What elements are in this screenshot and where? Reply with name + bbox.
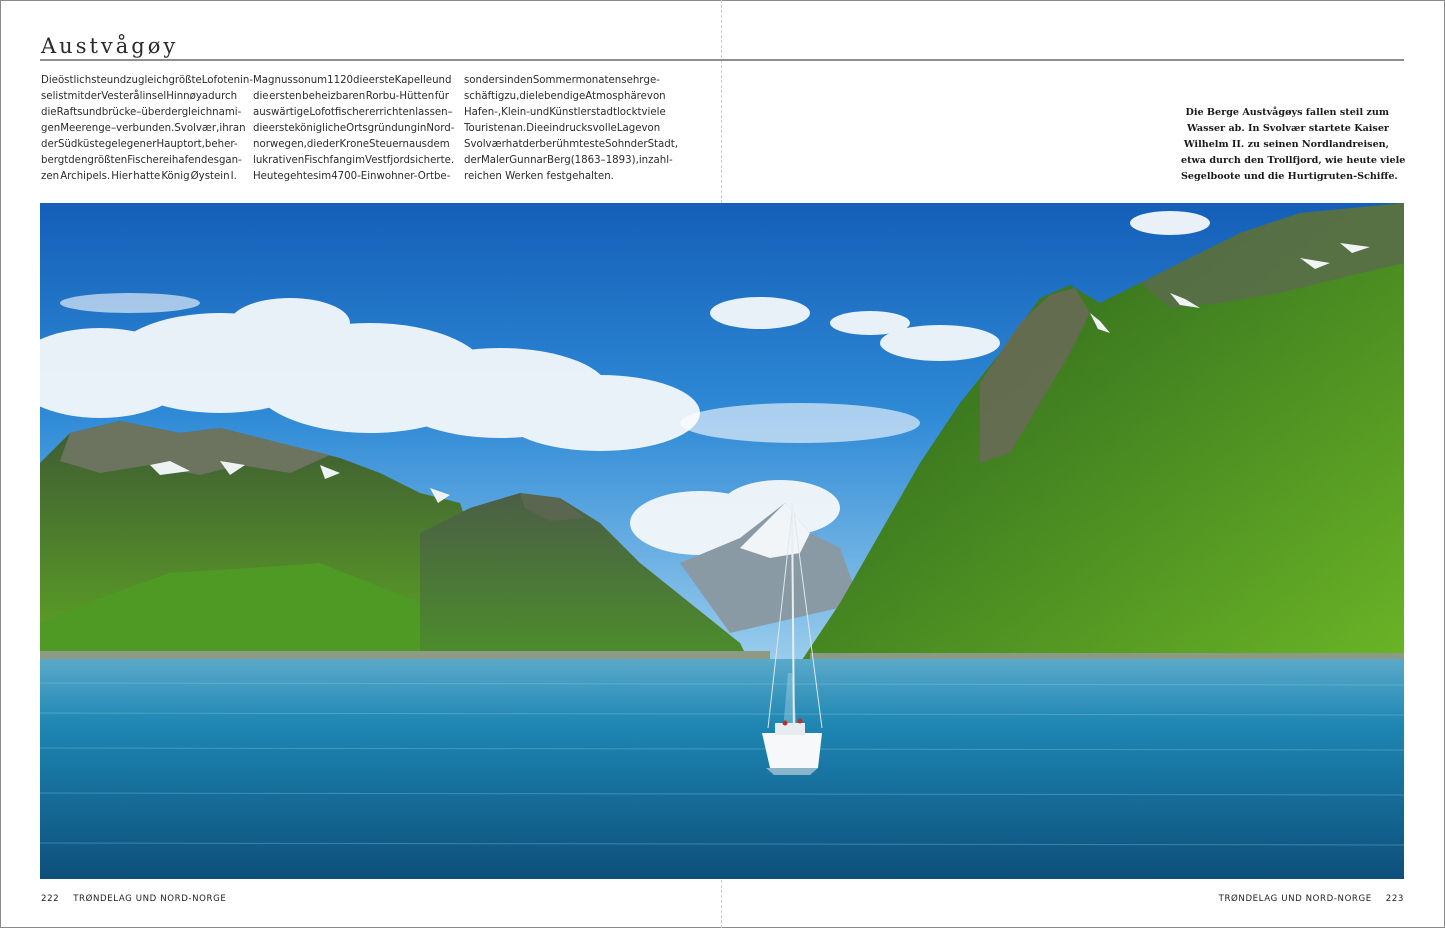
text-line [253, 89, 449, 105]
page-number-left: 222 [41, 894, 60, 904]
word: Fischfang [304, 155, 353, 166]
word: verbunden. [116, 123, 175, 134]
word: beheizbaren [302, 91, 366, 102]
word: gan- [218, 155, 242, 166]
word: im [352, 155, 366, 166]
word: hat [505, 139, 523, 150]
word: der [464, 155, 481, 166]
word: Svolvær, [174, 123, 220, 134]
text-line [253, 137, 449, 153]
text-line [41, 89, 237, 105]
text-column-2 [253, 73, 455, 185]
word: be- [433, 171, 451, 182]
word: viele [641, 107, 666, 118]
word: – [110, 123, 117, 134]
word: Kapelle [394, 75, 433, 86]
word: Die [41, 75, 58, 86]
section-name-right: TRØNDELAG UND NORD-NORGE [1218, 894, 1372, 904]
text-line [464, 105, 666, 121]
word: im [318, 171, 332, 182]
word: – [447, 107, 453, 118]
word: und [529, 107, 550, 118]
text-line [41, 153, 242, 169]
word: Fischereihafen [127, 155, 201, 166]
word: Meerenge [60, 123, 111, 134]
word: Klein- [501, 107, 530, 118]
text-line [41, 137, 237, 153]
word: an. [510, 123, 527, 134]
word: (1863–1893), [570, 155, 639, 166]
word: mit [67, 91, 85, 102]
word: die [253, 123, 269, 134]
word: lukrativen [253, 155, 305, 166]
word: dem [426, 139, 450, 150]
word: sel [41, 91, 56, 102]
word: die [41, 107, 57, 118]
text-line [464, 89, 666, 105]
word: die [519, 91, 535, 102]
word: größten [87, 155, 128, 166]
word: geht [283, 171, 307, 182]
word: Rorbu-Hütten [365, 91, 435, 102]
word: der [522, 139, 540, 150]
word: in [504, 75, 514, 86]
word: Ortsgründung [346, 123, 418, 134]
text-line [253, 73, 452, 89]
word: königliche [294, 123, 347, 134]
word: Die [526, 123, 544, 134]
word: zen [41, 171, 60, 182]
caption-line: etwa durch den Trollfjord, wie heute viele [1181, 155, 1406, 166]
word: beher- [204, 139, 238, 150]
word: Svolvær [464, 139, 506, 150]
word: östlichste [57, 75, 107, 86]
word: größte [168, 75, 202, 86]
text-line [464, 137, 678, 153]
word: über [141, 107, 165, 118]
word: I. [230, 171, 237, 182]
word: gen [41, 123, 61, 134]
word: gelegener [104, 139, 157, 150]
word: Hier [111, 171, 133, 182]
word: erste [368, 75, 395, 86]
word: und [432, 75, 452, 86]
word: der [630, 139, 648, 150]
word: lebendige [534, 91, 586, 102]
word: Lofotenin- [201, 75, 254, 86]
word: Atmosphäre [585, 91, 647, 102]
text-column-3 [464, 73, 678, 185]
fjord-photo [40, 203, 1404, 879]
word: Touristen [464, 123, 511, 134]
word: ersten [269, 91, 302, 102]
word: Øystein [190, 171, 230, 182]
word: zugleich [126, 75, 169, 86]
word: der [84, 91, 102, 102]
word: Vestfjord [365, 155, 410, 166]
word: hatte [133, 171, 161, 182]
word: die [253, 91, 269, 102]
word: König [161, 171, 190, 182]
word: Heute [253, 171, 284, 182]
word: sonders [464, 75, 505, 86]
word: es [306, 171, 319, 182]
word: lassen [415, 107, 448, 118]
word: bergt [41, 155, 69, 166]
word: in [417, 123, 427, 134]
text-column-1 [41, 73, 254, 185]
word: gleichnami- [181, 107, 242, 118]
title-rule [40, 59, 1404, 61]
word: Südküste [57, 139, 105, 150]
text-line [464, 153, 673, 169]
word: Stadt, [647, 139, 678, 150]
text-line [464, 73, 660, 89]
word: Hinnøya [166, 91, 209, 102]
word: der [322, 139, 340, 150]
word: errichten [369, 107, 416, 118]
caption-line: Die Berge Austvågøys fallen steil zum [1185, 107, 1389, 118]
word: aus [408, 139, 427, 150]
word: – [136, 107, 142, 118]
word: auswärtige [253, 107, 310, 118]
word: ist [55, 91, 68, 102]
word: Raftsundbrücke [56, 107, 137, 118]
word: durch [208, 91, 238, 102]
word: Nord- [426, 123, 455, 134]
caption-line: Wasser ab. In Svolvær startete Kaiser [1186, 123, 1389, 134]
word: die [306, 139, 323, 150]
text-line [41, 105, 242, 121]
word: von [641, 123, 661, 134]
word: den [513, 75, 533, 86]
word: um [310, 75, 328, 86]
word: ge- [643, 75, 660, 86]
word: Künstlerstadt [549, 107, 617, 118]
page-title: Austvågøy [41, 34, 179, 58]
word: Lofotfischer [309, 107, 370, 118]
word: Lage [616, 123, 642, 134]
word: berühmteste [539, 139, 606, 150]
text-line [253, 121, 455, 137]
word: des [200, 155, 219, 166]
word: zahl- [648, 155, 673, 166]
text-line: reichen Werken festgehalten. [464, 171, 614, 182]
word: Krone [339, 139, 370, 150]
text-line [253, 169, 449, 185]
footer-right [1219, 894, 1404, 904]
photo-caption [1181, 105, 1406, 185]
text-line [41, 121, 246, 137]
word: sicherte. [409, 155, 455, 166]
word: der [41, 139, 58, 150]
footer-left [41, 894, 226, 904]
word: norwegen, [253, 139, 307, 150]
word: den [68, 155, 88, 166]
word: für [434, 91, 449, 102]
word: in [638, 155, 649, 166]
word: von [646, 91, 666, 102]
caption-line: Segelboote und die Hurtigruten-Schiffe. [1181, 171, 1398, 182]
text-line [41, 73, 254, 89]
word: 4700-Einwohner-Ort [331, 171, 434, 182]
word: Berg [546, 155, 571, 166]
word: die [353, 75, 369, 86]
word: Maler [480, 155, 510, 166]
word: 1120 [327, 75, 354, 86]
text-line [253, 105, 453, 121]
text-line [253, 153, 455, 169]
word: Magnusson [253, 75, 311, 86]
section-name-left: TRØNDELAG UND NORD-NORGE [73, 894, 227, 904]
word: eindrucksvolle [543, 123, 617, 134]
word: Sohn [605, 139, 631, 150]
word: erste [268, 123, 295, 134]
word: und [106, 75, 127, 86]
word: zu, [504, 91, 520, 102]
word: schäftig [464, 91, 505, 102]
word: ihr [219, 123, 233, 134]
word: Archipels. [60, 171, 111, 182]
page-number-right: 223 [1385, 894, 1404, 904]
word: an [232, 123, 246, 134]
text-line [41, 169, 237, 185]
word: Sommermonaten [532, 75, 622, 86]
word: Hafen-, [464, 107, 502, 118]
word: sehr [621, 75, 644, 86]
text-line [464, 121, 660, 137]
word: der [164, 107, 182, 118]
word: Gunnar [509, 155, 547, 166]
word: Vesterålinsel [101, 91, 167, 102]
word: lockt [616, 107, 642, 118]
word: Hauptort, [156, 139, 205, 150]
word: Steuern [369, 139, 409, 150]
caption-line: Wilhelm II. zu seinen Nordlandreisen, [1183, 139, 1389, 150]
